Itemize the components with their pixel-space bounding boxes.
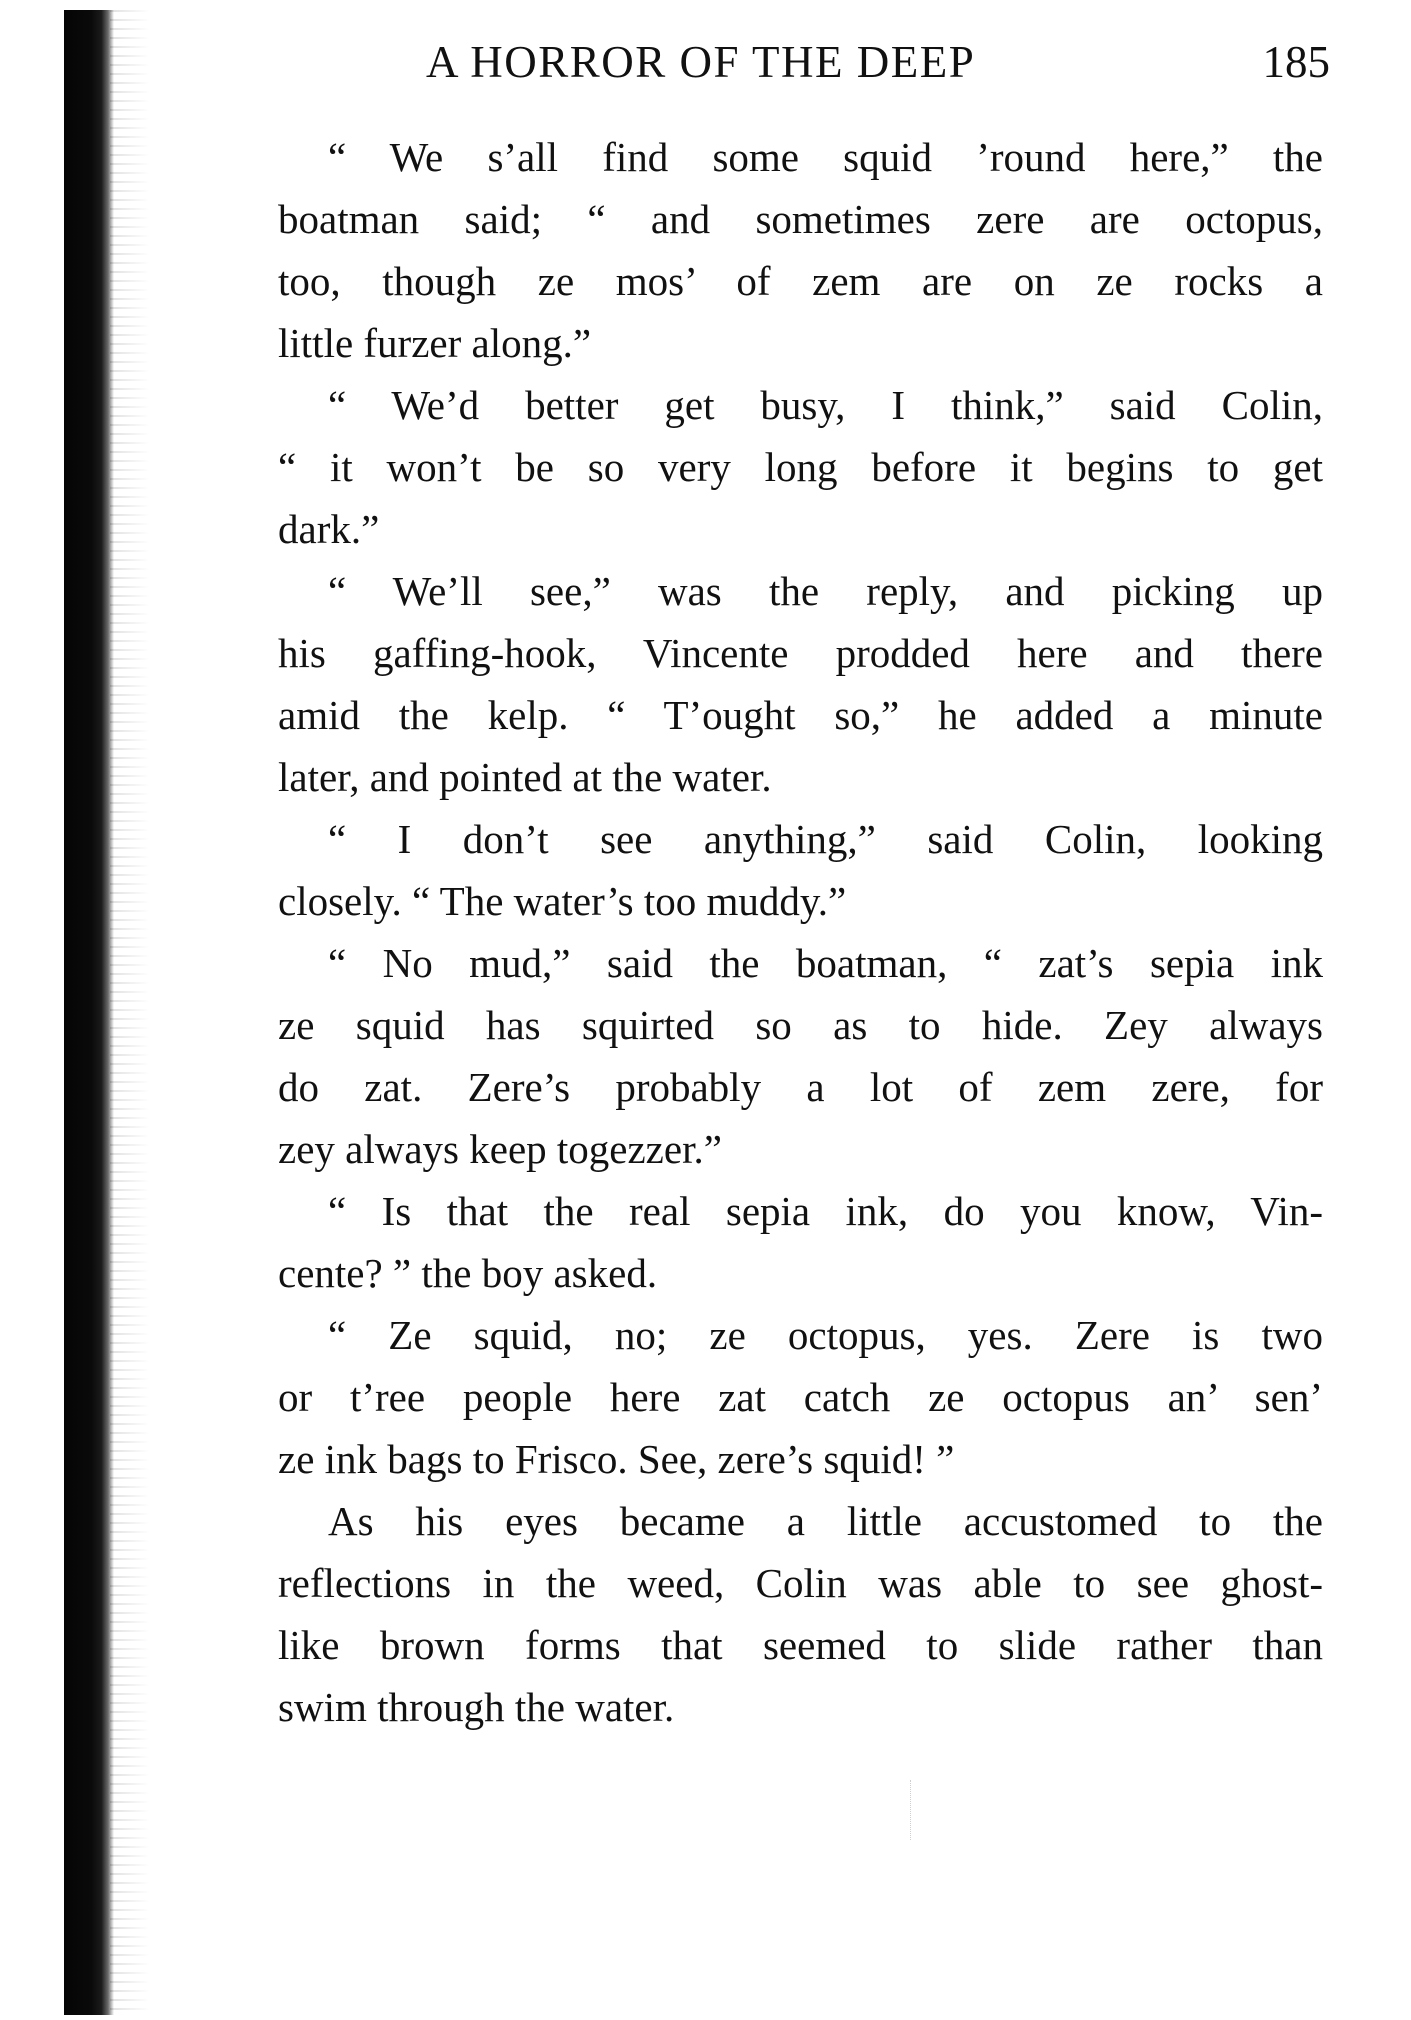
text-line: swim through the water. [278,1684,675,1730]
text-line: like brown forms that seemed to slide rather than [278,1622,1323,1668]
text-line: cente? ” the boy asked. [278,1250,658,1296]
text-line: “ Is that the real sepia ink, do you know, Vin- [328,1188,1323,1234]
text-line: “ it won’t be so very long before it begins to get [278,444,1323,490]
text-line: little furzer along.” [278,320,592,366]
binding-gutter-shadow [64,10,114,2015]
text-line: “ Ze squid, no; ze octopus, yes. Zere is two [328,1312,1323,1358]
scan-artifact-mark [910,1780,912,1840]
text-line: ze ink bags to Frisco. See, zere’s squid! ” [278,1436,955,1482]
text-line: his gaffing-hook, Vincente prodded here and there [278,630,1323,676]
text-line: As his eyes became a little accustomed to the [328,1498,1323,1544]
text-line: dark.” [278,506,380,552]
text-line: “ We s’all find some squid ’round here,” the [328,134,1323,180]
text-line: “ No mud,” said the boatman, “ zat’s sepia ink [328,940,1323,986]
text-line: “ I don’t see anything,” said Colin, looking [328,816,1323,862]
text-line: boatman said; “ and sometimes zere are octopus, [278,196,1323,242]
text-line: closely. “ The water’s too muddy.” [278,878,847,924]
text-line: “ We’d better get busy, I think,” said Colin, [328,382,1323,428]
running-head [278,36,1330,96]
text-line: reflections in the weed, Colin was able to see ghost- [278,1560,1323,1606]
running-head-title: A HORROR OF THE DEEP [426,37,976,87]
text-line: later, and pointed at the water. [278,754,772,800]
text-line: too, though ze mos’ of zem are on ze rocks a [278,258,1323,304]
text-line: or t’ree people here zat catch ze octopus an’ sen’ [278,1374,1323,1420]
text-line: zey always keep togezzer.” [278,1126,722,1172]
binding-gutter-speckle [110,10,150,2015]
text-line: ze squid has squirted so as to hide. Zey always [278,1002,1323,1048]
body-text [278,126,1323,1738]
text-line: amid the kelp. “ T’ought so,” he added a minute [278,692,1323,738]
text-line: do zat. Zere’s probably a lot of zem zere, for [278,1064,1323,1110]
text-line: “ We’ll see,” was the reply, and picking up [328,568,1323,614]
page-number: 185 [1262,37,1330,87]
